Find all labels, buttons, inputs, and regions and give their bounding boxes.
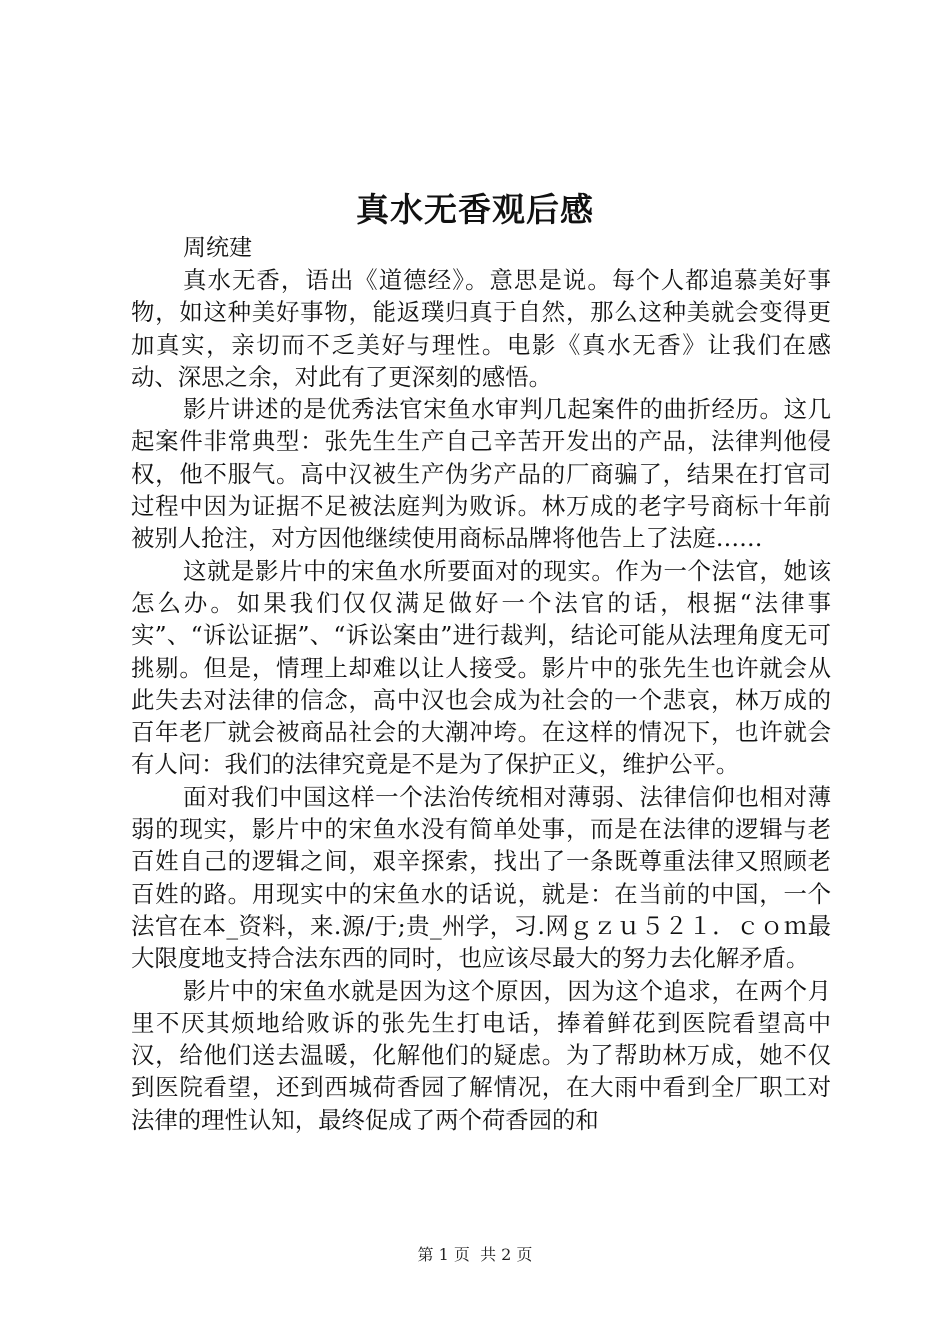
document-title: 真水无香观后感 — [356, 190, 594, 229]
paragraph-4: 面对我们中国这样一个法治传统相对薄弱、法律信仰也相对薄弱的现实，影片中的宋鱼水没有简单处事，而是在法律的逻辑与老百姓自己的逻辑之间，艰辛探索，找出了一条既尊重法律又照顾老百姓的路。用现实中的宋鱼水的话说，就是：在当前的中国，一个法官在本_资料，来.源/于;贵_州学，习.网ｇｚｕ５２１．ｃｏｍ最大限度地支持合法东西的同时，也应该尽最大的努力去化解矛盾。 — [131, 782, 831, 973]
paragraph-2: 影片讲述的是优秀法官宋鱼水审判几起案件的曲折经历。这几起案件非常典型：张先生生产自己辛苦开发出的产品，法律判他侵权，他不服气。高中汉被生产伪劣产品的厂商骗了，结果在打官司过程中因为证据不足被法庭判为败诉。林万成的老字号商标十年前被别人抢注，对方因他继续使用商标品牌将他告上了法庭…… — [131, 395, 831, 553]
author-name: 周统建 — [183, 235, 252, 261]
paragraph-3: 这就是影片中的宋鱼水所要面对的现实。作为一个法官，她该怎么办。如果我们仅仅满足做好一个法官的话，根据“法律事实”、“诉讼证据”、“诉讼案由”进行裁判，结论可能从法理角度无可挑剔。但是，情理上却难以让人接受。影片中的张先生也许就会从此失去对法律的信念，高中汉也会成为社会的一个悲哀，林万成的百年老厂就会被商品社会的大潮冲垮。在这样的情况下，也许就会有人问：我们的法律究竟是不是为了保护正义，维护公平。 — [131, 556, 831, 779]
page-footer — [0, 1242, 950, 1265]
document-body — [131, 232, 831, 1136]
paragraph-1: 真水无香，语出《道德经》。意思是说。每个人都追慕美好事物，如这种美好事物，能返璞归真于自然，那么这种美就会变得更加真实，亲切而不乏美好与理性。电影《真水无香》让我们在感动、深思之余，对此有了更深刻的感悟。 — [131, 266, 831, 391]
page-number-label: 第 1 页 共 2 页 — [417, 1245, 533, 1264]
paragraph-5: 影片中的宋鱼水就是因为这个原因，因为这个追求，在两个月里不厌其烦地给败诉的张先生打电话，捧着鲜花到医院看望高中汉，给他们送去温暖，化解他们的疑虑。为了帮助林万成，她不仅到医院看望，还到西城荷香园了解情况，在大雨中看到全厂职工对法律的理性认知，最终促成了两个荷香园的和 — [131, 976, 831, 1134]
